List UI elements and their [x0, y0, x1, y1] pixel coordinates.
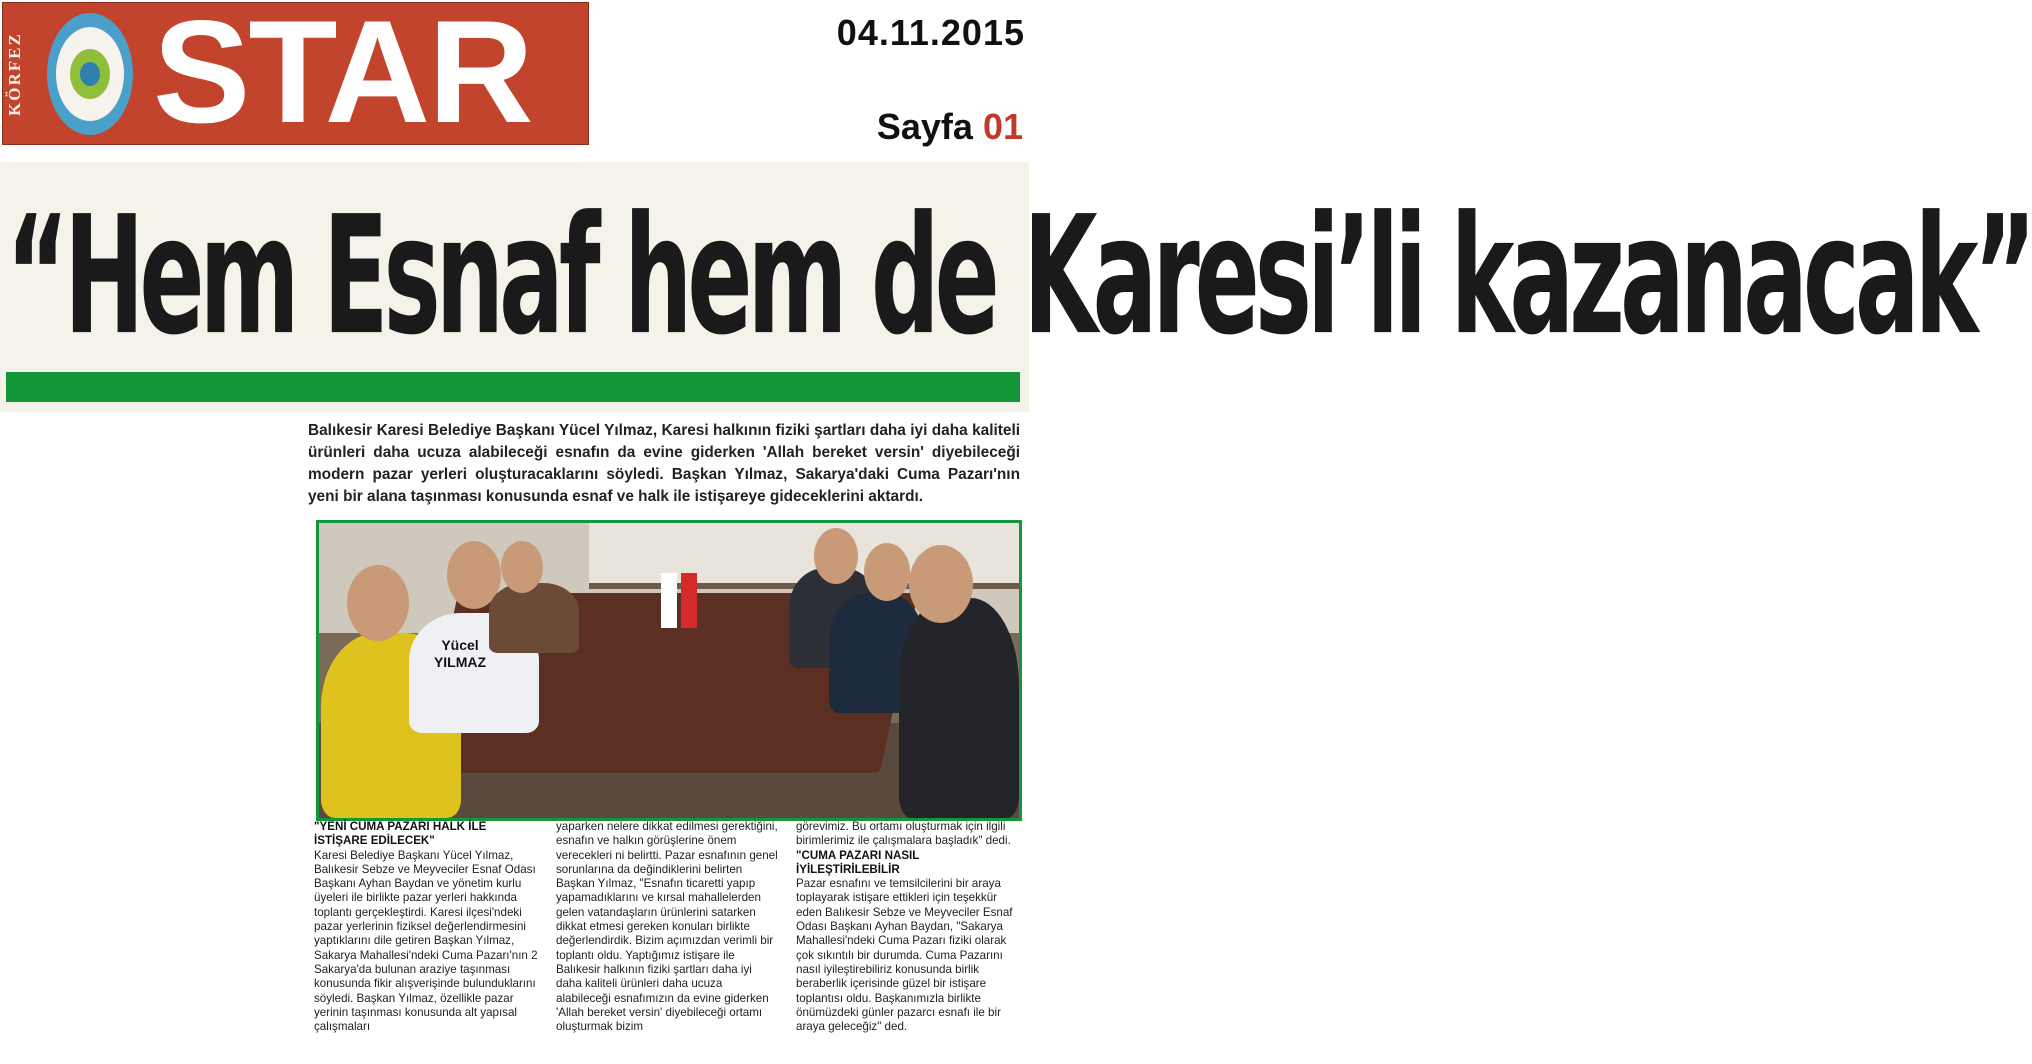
photo-flag-white — [661, 573, 677, 628]
article-column-2 — [556, 820, 780, 1034]
page-label: Sayfa — [876, 106, 973, 147]
column-1-text: Karesi Belediye Başkanı Yücel Yılmaz, Balıkesir Sebze ve Meyveciler Esnaf Odası Başkanı Ayhan Baydan ve yönetim kurlu üyeleri ile birlikte pazar yerleri hakkında toplantı gerçekleştirdi. Karesi ilçesi'ndeki pazar yerlerinin fiziksel değerlendirmesini yaptıklarını dile getiren Başkan Yılmaz, Sakarya Mahallesi'ndeki Cuma Pazarı'nın 2 Sakarya'da bulunan araziye taşınması konusunda fikir alışverişinde bulunduklarını söyledi. Başkan Yılmaz, özellikle pazar yerinin taşınması konusunda alt yapısal çalışmaları — [314, 848, 538, 1034]
column-3-heading: "CUMA PAZARI NASIL İYİLEŞTİRİLEBİLİR — [796, 848, 920, 876]
article-headline: “Hem Esnaf hem de Karesi’li kazanacak” — [6, 180, 2032, 372]
photo-person-head — [814, 528, 858, 584]
column-3-text-a: görevimiz. Bu ortamı oluşturmak için ilgili birimlerimiz ile çalışmalara başladık" dedi. — [796, 820, 1011, 848]
photo-person — [899, 598, 1019, 818]
article-lead: Balıkesir Karesi Belediye Başkanı Yücel Yılmaz, Karesi halkının fiziki şartları daha iyi daha kaliteli ürünleri daha ucuza alabileceği esnafın da evine giderken 'Allah bereket versin' diyebileceği modern pazar yerleri oluşturacaklarını söyledi. Başkan Yılmaz, Sakarya'daki Cuma Pazarı'nın yeni bir alana taşınması konusunda esnaf ve halk ile istişareye gideceklerini aktardı. — [308, 422, 1020, 505]
photo-person-head — [909, 545, 973, 623]
photo-person-head — [501, 541, 543, 593]
column-3-text-b: Pazar esnafını ve temsilcilerini bir araya toplayarak istişare ettikleri için teşekkür eden Balıkesir Sebze ve Meyveciler Esnaf Odası Başkanı Ayhan Baydan, "Sakarya Mahallesi'ndeki Cuma Pazarı fiziki olarak çok sıkıntılı bir durumda. Cuma Pazarını nasıl iyileştirebiliriz konusunda birlik beraberlik içerisinde güzel bir istişare toplantısı oldu. Başkanımızla birlikte önümüzdeki günler pazarcı esnafı ile bir araya geleceğiz" ded. — [796, 877, 1013, 1034]
column-1-heading: "YENİ CUMA PAZARI HALK İLE İSTİŞARE EDİLECEK" — [314, 820, 487, 848]
logo-name: STAR — [153, 0, 532, 153]
headline-rule — [6, 372, 1020, 402]
article-photo — [316, 520, 1022, 821]
page-number: 01 — [982, 106, 1023, 147]
column-2-text: yaparken nelere dikkat edilmesi gerektiğini, esnafın ve halkın görüşlerine önem verecekleri ni belirtti. Pazar esnafının genel sorunlarına da değindiklerini belirten Başkan Yılmaz, "Esnafın ticaretti yapıp yapamadıklarını ve kırsal mahallelerden gelen vatandaşların ürünlerini satarken dikkat etmesi gereken konuları birlikte değerlendirdik. Bizim açımızdan verimli bir toplantı oldu. Yaptığımız istişare ile Balıkesir halkının fiziki şartları daha iyi daha kaliteli ürünleri daha ucuza alabileceği esnafımızın da evine giderken 'Allah bereket versin' diyebileceği ortamı oluşturmak bizim — [556, 820, 778, 1034]
logo-vertical-text: KÖRFEZ — [5, 32, 24, 116]
article-column-3 — [796, 820, 1022, 1034]
photo-flag-red — [681, 573, 697, 628]
photo-person-head — [864, 543, 910, 601]
photo-person-head — [347, 565, 409, 641]
photo-caption: Yücel YILMAZ — [433, 637, 487, 670]
article-column-1 — [314, 820, 540, 1034]
issue-date: 04.11.2015 — [836, 12, 1025, 53]
